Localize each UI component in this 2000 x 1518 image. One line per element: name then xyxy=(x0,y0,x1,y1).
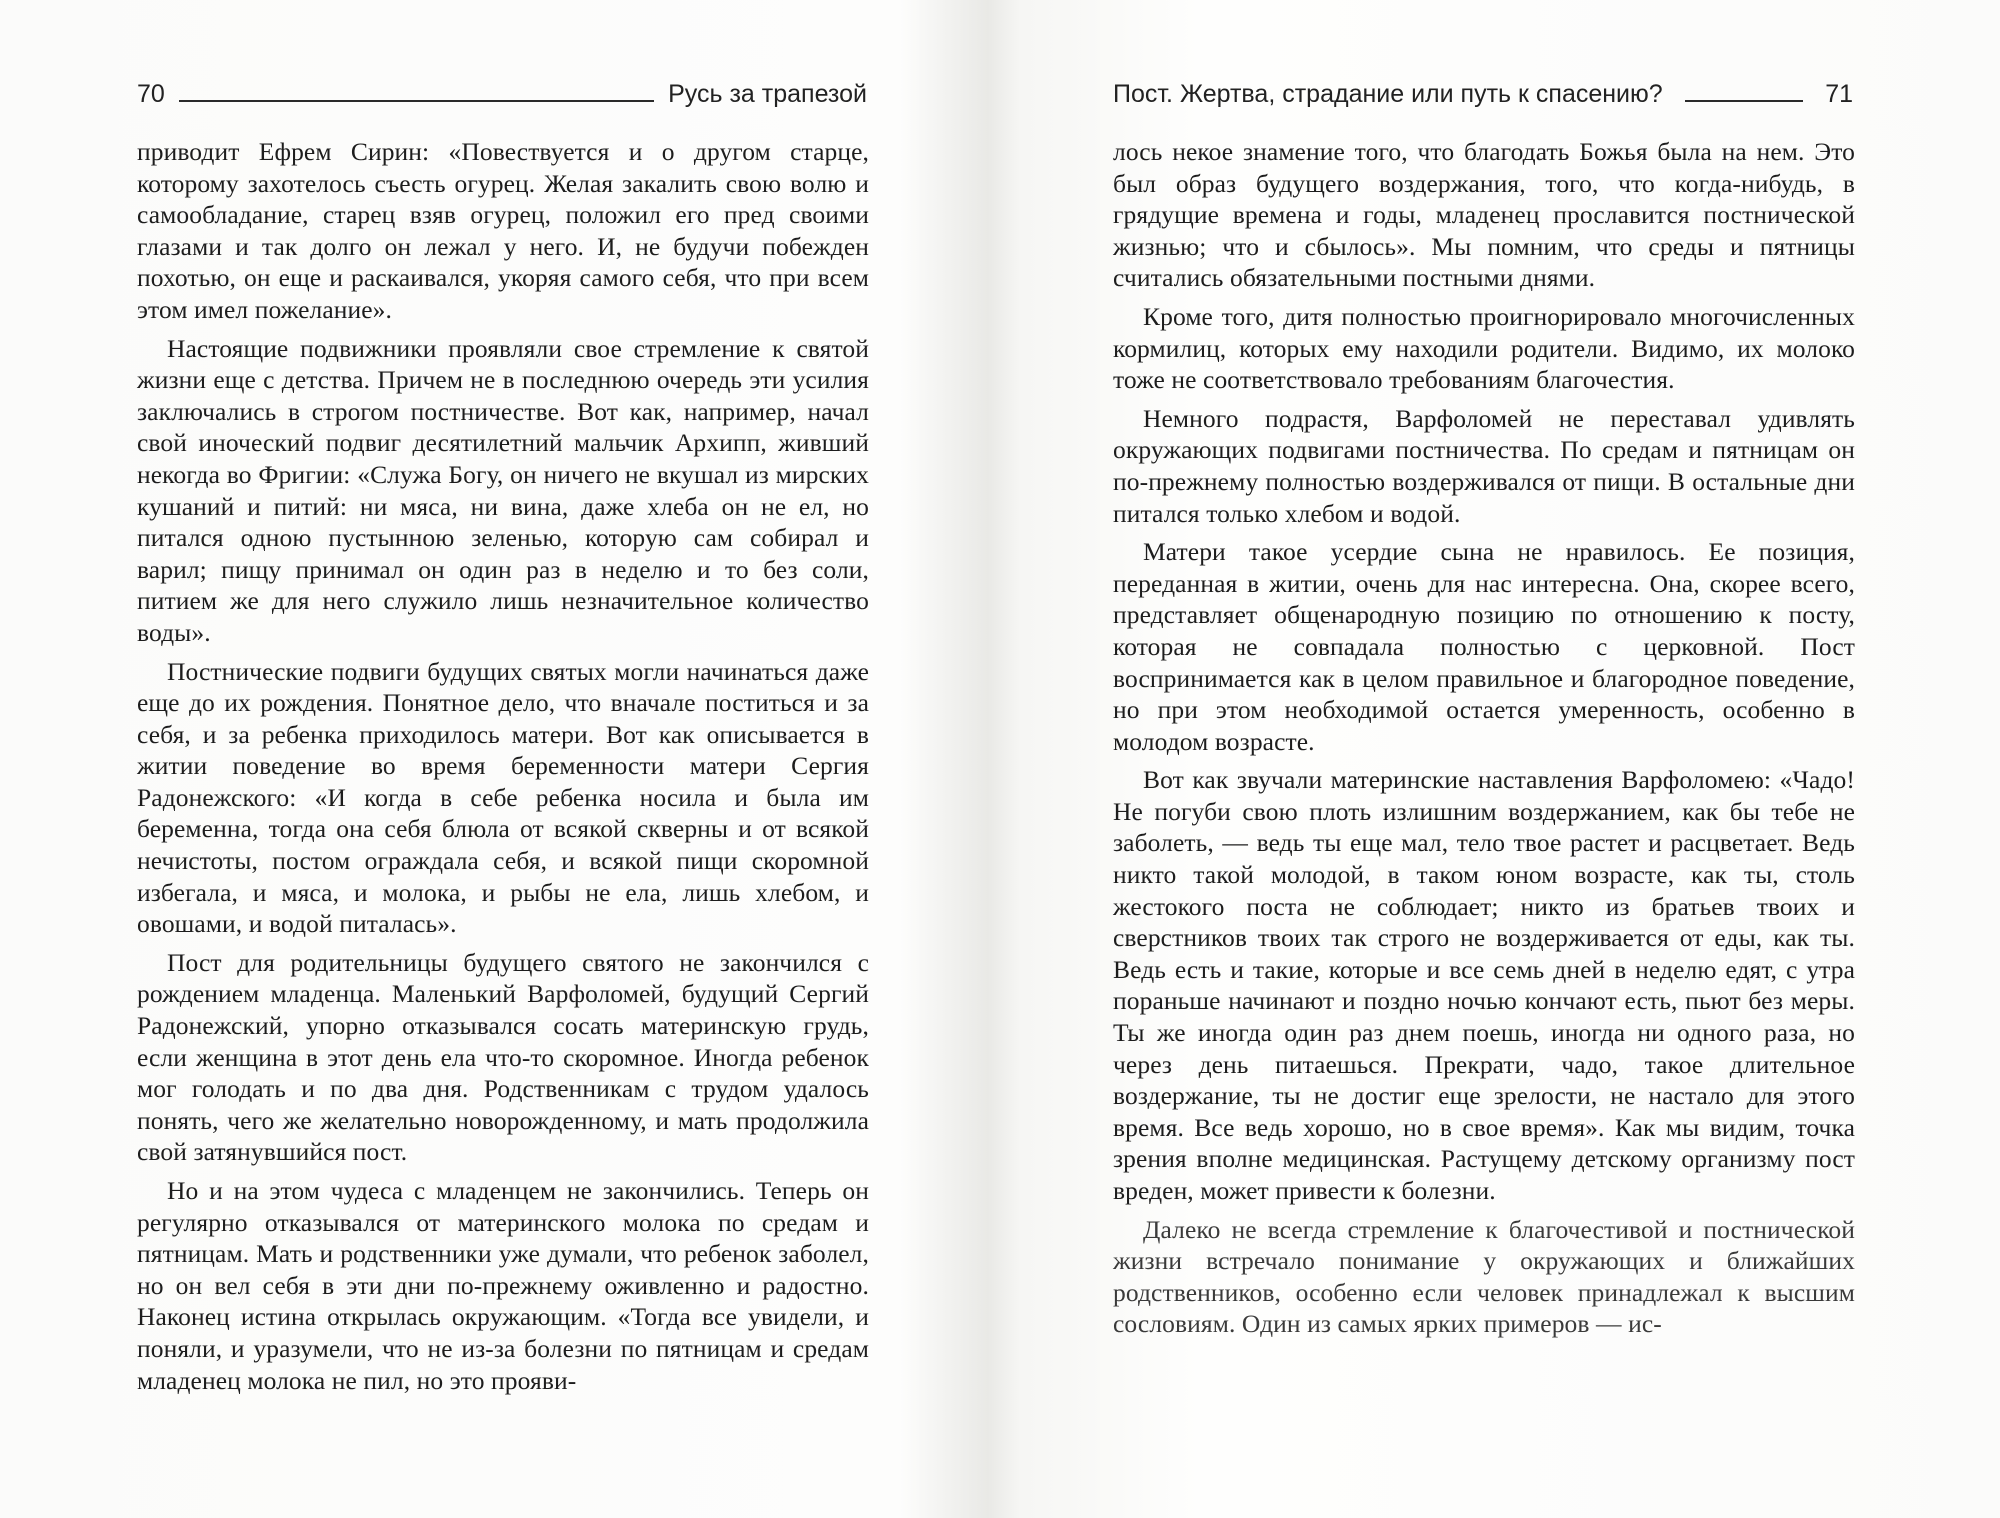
paragraph: приводит Ефрем Сирин: «Повествуется и о другом старце, которому захотелось съесть огурец. Желая закалить свою волю и самообладание, старец взяв огурец, положил его пред своими глазами и так долго он лежал у него. И, не будучи побежден похотью, он еще и раскаивался, укоряя самого себя, что при всем этом имел пожелание». xyxy=(137,137,869,324)
paragraph: Матери такое усердие сына не нравилось. Ее позиция, переданная в житии, очень для нас интересна. Она, скорее всего, представляет общенародную позицию по отношению к посту, которая не совпадала полностью с церковной. Пост воспринимается как в целом правильное и благородное поведение, но при этом необходимой остается умеренность, особенно в молодом возрасте. xyxy=(1113,537,1855,756)
right-running-head xyxy=(1113,80,1853,109)
paragraph: Кроме того, дитя полностью проигнорировало многочисленных кормилиц, которых ему находили родители. Видимо, их молоко тоже не соответствовало требованиям благочестия. xyxy=(1113,301,1855,395)
running-title: Русь за трапезой xyxy=(668,80,867,108)
paragraph: Далеко не всегда стремление к благочестивой и постнической жизни встречало понимание у окружающих и ближайших родственников, особенно если человек принадлежал к высшим сословиям. Один из самых ярких примеров — ис- xyxy=(1113,1214,1855,1339)
header-rule xyxy=(1685,100,1804,102)
paragraph: Вот как звучали материнские наставления Варфоломею: «Чадо! Не погуби свою плоть излишним воздержанием, как бы тебе не заболеть, — ведь ты еще мал, тело твое растет и расцветает. Ведь никто такой молодой, в таком юном возрасте, как ты, столь жестокого поста не соблюдает; никто из братьев твоих и сверстников твоих так строго не воздерживается от еды, как ты. Ведь есть и такие, которые и все семь дней в неделю едят, с утра пораньше начинают и поздно ночью кончают есть, пьют без меры. Ты же иногда один раз днем поешь, иногда ни одного раза, но через день питаешься. Прекрати, чадо, такое длительное воздержание, ты не достиг еще зрелости, не настало для этого время. Все ведь хорошо, но в свое время». Как мы видим, точка зрения вполне медицинская. Растущему детскому организму пост вреден, может привести к болезни. xyxy=(1113,765,1855,1205)
paragraph: Пост для родительницы будущего святого не закончился с рождением младенца. Маленький Варфоломей, будущий Сергий Радонежский, упорно отказывался сосать материнскую грудь, если женщина в этот день ела что-то скоромное. Иногда ребенок мог голодать и по два дня. Родственникам с трудом удалось понять, чего же желательно новорожденному, и мать продолжила свой затянувшийся пост. xyxy=(137,947,869,1167)
left-running-head xyxy=(137,80,867,109)
paragraph: лось некое знамение того, что благодать Божья была на нем. Это был образ будущего воздержания, того, что когда-нибудь, в грядущие времена и годы, младенец прославится постнической жизнью; что и сбылось». Мы помним, что среды и пятницы считались обязательными постными днями. xyxy=(1113,137,1855,293)
paragraph: Но и на этом чудеса с младенцем не закончились. Теперь он регулярно отказывался от материнского молока по средам и пятницам. Мать и родственники уже думали, что ребенок заболел, но он вел себя в эти дни по-прежнему оживленно и радостно. Наконец истина открылась окружающим. «Тогда все увидели, и поняли, и уразумели, что не из-за болезни по пятницам и средам младенец молока не пил, но это прояви- xyxy=(137,1176,869,1395)
header-rule xyxy=(179,100,654,102)
paragraph: Постнические подвиги будущих святых могли начинаться даже еще до их рождения. Понятное дело, что вначале поститься и за себя, и за ребенка приходилось матери. Вот как описывается в житии поведение во время беременности матери Сергия Радонежского: «И когда в себе ребенка носила и была им беременна, тогда она себя блюла от всякой скверны и от всякой нечистоты, постом ограждала себя, и всякой пищи скоромной избегала, и мяса, и молока, и рыбы не ела, лишь хлебом, и овошами, и водой питалась». xyxy=(137,656,869,939)
paragraph: Настоящие подвижники проявляли свое стремление к святой жизни еще с детства. Причем не в последнюю очередь эти усилия заключались в строгом постничестве. Вот как, например, начал свой иноческий подвиг десятилетний мальчик Архипп, живший некогда во Фригии: «Служа Богу, он ничего не вкушал из мирских кушаний и питий: ни мяса, ни вина, даже хлеба он не ел, но питался одною пустынною зеленью, которую сам собирал и варил; пищу принимал он один раз в неделю и то без соли, питием же для него служило лишь незначительное количество воды». xyxy=(137,333,869,647)
paragraph: Немного подрастя, Варфоломей не переставал удивлять окружающих подвигами постничества. По средам и пятницам он по-прежнему полностью воздерживался от пищи. В остальные дни питался только хлебом и водой. xyxy=(1113,403,1855,528)
left-body-text xyxy=(137,136,869,1396)
page-number: 71 xyxy=(1825,80,1853,108)
right-body-text xyxy=(1113,136,1855,1340)
page-number: 70 xyxy=(137,80,165,108)
right-page xyxy=(1000,0,2000,1518)
running-title: Пост. Жертва, страдание или путь к спасению? xyxy=(1113,80,1663,108)
